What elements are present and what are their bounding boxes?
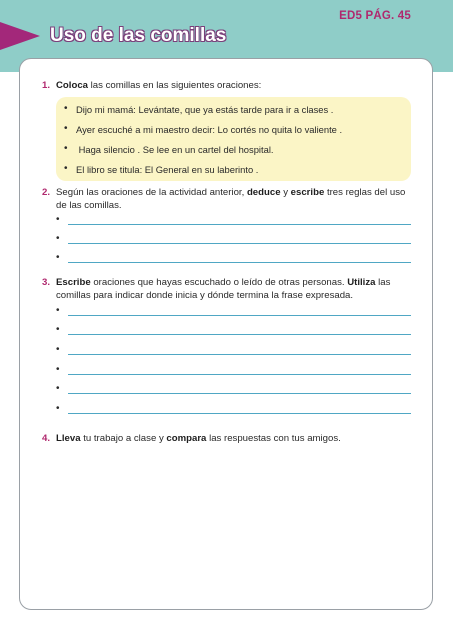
example-sentence: • El libro se titula: El General en su laberinto . bbox=[64, 163, 259, 175]
example-sentence: • Ayer escuché a mi maestro decir: Lo cortés no quita lo valiente . bbox=[64, 123, 343, 135]
answer-line[interactable]: • bbox=[56, 405, 411, 417]
examples-box bbox=[56, 97, 411, 181]
answer-line[interactable]: • bbox=[56, 254, 411, 266]
instruction-verb: Coloca bbox=[56, 80, 88, 91]
question-number: 1. bbox=[42, 80, 51, 91]
answer-line[interactable]: • bbox=[56, 326, 411, 338]
answer-line[interactable]: • bbox=[56, 346, 411, 358]
answer-line[interactable]: • bbox=[56, 216, 411, 228]
question-text: Coloca las comillas en las siguientes oraciones: bbox=[56, 80, 262, 91]
example-sentence: • Dijo mi mamá: Levántate, que ya estás tarde para ir a clases . bbox=[64, 103, 334, 115]
answer-line[interactable]: • bbox=[56, 385, 411, 397]
title-arrow-icon bbox=[0, 22, 40, 50]
answer-line[interactable]: • bbox=[56, 235, 411, 247]
question-text: Escribe oraciones que hayas escuchado o leído de otras personas. Utiliza las comillas para indicar donde inicia y dónde termina la frase expresada. bbox=[56, 277, 391, 301]
question-text: Según las oraciones de la actividad anterior, deduce y escribe tres reglas del uso de las comillas. bbox=[56, 187, 406, 211]
question-number: 2. bbox=[42, 187, 51, 198]
question-number: 3. bbox=[42, 277, 51, 288]
page-code: ED5 PÁG. 45 bbox=[339, 10, 411, 22]
page-title: Uso de las comillas bbox=[50, 25, 227, 46]
example-sentence: • Haga silencio . Se lee en un cartel del hospital. bbox=[64, 143, 274, 155]
question-text: Lleva tu trabajo a clase y compara las respuestas con tus amigos. bbox=[56, 433, 341, 444]
answer-line[interactable]: • bbox=[56, 366, 411, 378]
question-number: 4. bbox=[42, 433, 51, 444]
answer-line[interactable]: • bbox=[56, 307, 411, 319]
